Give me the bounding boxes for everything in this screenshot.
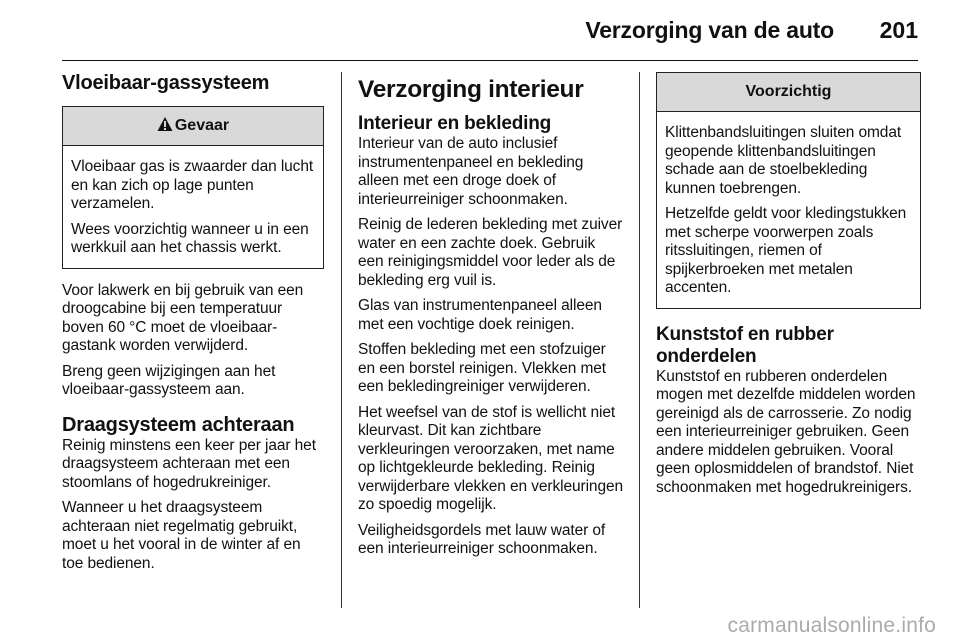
column-2 <box>358 76 623 559</box>
header-title: Verzorging van de auto <box>585 17 834 43</box>
paragraph: Wanneer u het draagsysteem achteraan niet regelmatig gebruikt, moet u het vooral in de winter af en toe bedienen. <box>62 499 301 572</box>
section-heading-interior: Verzorging interieur <box>358 76 584 103</box>
column-divider <box>639 72 640 608</box>
section-heading-rear-carrier: Draagsysteem achteraan <box>62 413 295 436</box>
danger-box-header <box>63 107 323 146</box>
paragraph: Voor lakwerk en bij gebruik van een droogcabine bij een temperatuur boven 60 °C moet de vloeibaar-gastank worden verwijderd. <box>62 281 304 354</box>
page-header <box>62 0 918 61</box>
paragraph: Kunststof en rubberen onderdelen mogen met dezelfde middelen worden gereinigd als de carrosserie. Zo nodig een interieurreiniger gebruiken. Geen andere middelen gebruiken. Vooral geen oplosmiddelen of brandstof. Niet schoonmaken met hogedrukreinigers. <box>656 367 916 496</box>
danger-box-title: Gevaar <box>174 117 230 134</box>
danger-box <box>62 106 324 269</box>
paragraph: Glas van instrumentenpaneel alleen met een vochtige doek reinigen. <box>358 297 602 333</box>
danger-box-body <box>63 146 323 268</box>
paragraph: Hetzelfde geldt voor kledingstukken met scherpe voorwerpen zoals ritssluitingen, riemen of spijkerbroeken met metalen accenten. <box>665 205 907 296</box>
watermark: carmanualsonline.info <box>727 614 936 637</box>
section-heading-plastic-rubber: Kunststof en rubber onderdelen <box>656 323 834 367</box>
warning-triangle-icon <box>157 116 173 137</box>
paragraph: Reinig minstens een keer per jaar het draagsysteem achteraan met een stoomlans of hogedrukreiniger. <box>62 436 316 491</box>
paragraph: Stoffen bekleding met een stofzuiger en een borstel reinigen. Vlekken met een bekledingreiniger verwijderen. <box>358 341 606 395</box>
caution-box-title: Voorzichtig <box>745 83 832 100</box>
paragraph: Klittenbandsluitingen sluiten omdat geopende klittenbandsluitingen schade aan de stoelbekleding kunnen toebrengen. <box>665 124 902 197</box>
column-divider <box>341 72 342 608</box>
section-heading-lpg: Vloeibaar-gassysteem <box>62 72 270 94</box>
paragraph: Wees voorzichtig wanneer u in een werkkuil aan het chassis werkt. <box>71 220 309 256</box>
subheading-interior-upholstery: Interieur en bekleding <box>358 113 552 134</box>
caution-box <box>656 72 921 309</box>
caution-box-header <box>657 73 920 112</box>
paragraph: Reinig de lederen bekleding met zuiver water en een zachte doek. Gebruik een reinigingsmiddel voor leder als de bekleding erg vuil is. <box>358 216 623 289</box>
paragraph: Het weefsel van de stof is wellicht niet kleurvast. Dit kan zichtbare verkleuringen veroorzaken, met name op lichtgekleurde bekleding. Reinig verwijderbare vlekken en verkleuringen zo spoedig mogelijk. <box>358 403 624 513</box>
paragraph: Breng geen wijzigingen aan het vloeibaar-gassysteem aan. <box>62 362 276 398</box>
column-3 <box>656 72 921 497</box>
page-number: 201 <box>879 17 918 43</box>
paragraph: Vloeibaar gas is zwaarder dan lucht en kan zich op lage punten verzamelen. <box>71 158 314 212</box>
caution-box-body <box>657 112 920 308</box>
paragraph: Interieur van de auto inclusief instrumentenpaneel en bekleding alleen met een droge doek of interieurreiniger schoonmaken. <box>358 135 584 208</box>
paragraph: Veiligheidsgordels met lauw water of een interieurreiniger schoonmaken. <box>358 521 606 557</box>
column-1 <box>62 72 324 573</box>
